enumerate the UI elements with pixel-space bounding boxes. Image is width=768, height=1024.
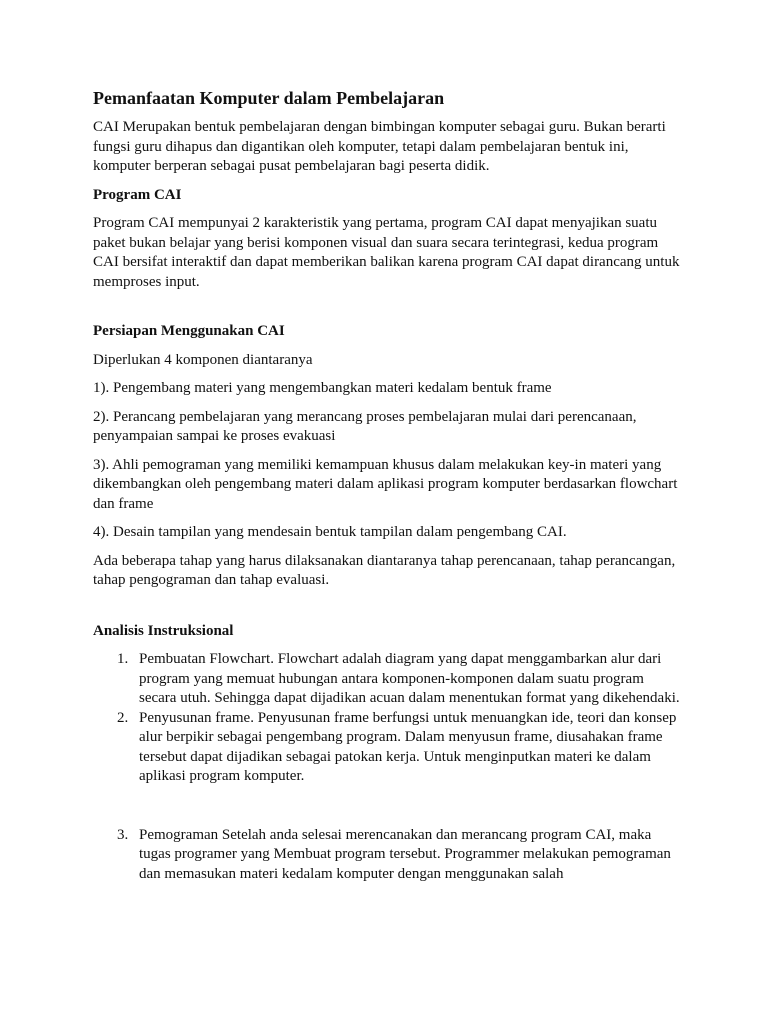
list-item-text: Penyusunan frame. Penyusunan frame berfungsi untuk menuangkan ide, teori dan konsep alur berpikir sebagai pengembang program. Dalam menyusun frame, diusahakan frame tersebut dapat dijadikan sebagai patokan kerja. Untuk menginputkan materi ke dalam aplikasi program komputer. bbox=[139, 709, 677, 784]
intro-paragraph: CAI Merupakan bentuk pembelajaran dengan bimbingan komputer sebagai guru. Bukan berarti fungsi guru dihapus dan digantikan oleh komputer, tetapi dalam pembelajaran bentuk ini, komputer berperan sebagai pusat pembelajaran bagi peserta didik. bbox=[93, 119, 666, 174]
heading-analisis: Analisis Instruksional bbox=[93, 622, 234, 639]
document-page bbox=[93, 86, 683, 884]
list-item bbox=[93, 826, 683, 885]
list-item-number: 2. bbox=[117, 709, 129, 726]
document-title: Pemanfaatan Komputer dalam Pembelajaran bbox=[93, 88, 445, 108]
list-item-number: 1. bbox=[117, 651, 129, 667]
analisis-list bbox=[93, 650, 683, 884]
list-item bbox=[93, 709, 683, 787]
persiapan-item-4: 4). Desain tampilan yang mendesain bentuk tampilan dalam pengembang CAI. bbox=[93, 524, 567, 540]
persiapan-item-1: 1). Pengembang materi yang mengembangkan materi kedalam bentuk frame bbox=[93, 380, 552, 396]
heading-persiapan: Persiapan Menggunakan CAI bbox=[93, 323, 285, 339]
list-item-text: Pemograman Setelah anda selesai merencanakan dan merancang program CAI, maka tugas programer yang Membuat program tersebut. Programmer melakukan pemograman dan memasukan materi kedalam komputer dengan menggunakan salah bbox=[139, 826, 671, 882]
persiapan-lead: Diperlukan 4 komponen diantaranya bbox=[93, 351, 313, 368]
persiapan-item-2: 2). Perancang pembelajaran yang merancang proses pembelajaran mulai dari perencanaan, penyampaian sampai ke proses evakuasi bbox=[93, 408, 637, 444]
list-item-number: 3. bbox=[117, 826, 129, 843]
heading-program-cai: Program CAI bbox=[93, 186, 182, 203]
persiapan-item-3: 3). Ahli pemograman yang memiliki kemampuan khusus dalam melakukan key-in materi yang dikembangkan oleh pengembang materi dalam aplikasi program komputer berdasarkan flowchart dan frame bbox=[93, 456, 678, 512]
list-item bbox=[93, 650, 683, 709]
list-item-text: Pembuatan Flowchart. Flowchart adalah diagram yang dapat menggambarkan alur dari program yang memuat hubungan antara komponen-komponen dalam suatu program secara utuh. Sehingga dapat dijadikan acuan dalam menentukan format yang dikehendaki. bbox=[139, 651, 680, 706]
program-cai-paragraph: Program CAI mempunyai 2 karakteristik yang pertama, program CAI dapat menyajikan suatu paket bukan belajar yang berisi komponen visual dan suara secara terintegrasi, kedua program CAI bersifat interaktif dan dapat memberikan balikan karena program CAI dapat dirancang untuk memproses input. bbox=[93, 215, 680, 290]
persiapan-closing: Ada beberapa tahap yang harus dilaksanakan diantaranya tahap perencanaan, tahap perancangan, tahap pengograman dan tahap evaluasi. bbox=[93, 552, 676, 588]
